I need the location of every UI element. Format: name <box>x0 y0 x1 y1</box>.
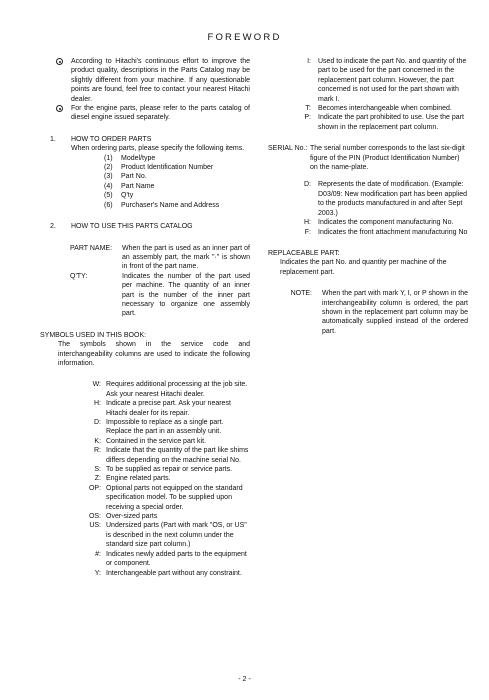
list-item: Y: Interchangeable part without any constraint. <box>94 569 242 577</box>
symbols-intro: The symbols shown in the service code and interchangeability columns are used to indicate the following information. <box>58 341 250 367</box>
bullet-text: For the engine parts, please refer to the parts catalog of diesel engine issued separately. <box>71 105 250 122</box>
section-number: 2. <box>50 223 56 231</box>
note-key: NOTE: <box>290 290 312 298</box>
list-item: #: Indicates newly added parts to the equipment or component. <box>95 550 247 568</box>
list-item: W: Requires additional processing at the job site. Ask your nearest Hitachi dealer. <box>92 381 248 398</box>
symbols-top-list <box>268 57 468 132</box>
definition-part-name <box>70 244 250 272</box>
definition-value: The serial number corresponds to the last six-digit figure of the PIN (Product Identification Number) on the name-plate. <box>310 145 465 172</box>
page-title: FOREWORD <box>207 32 282 43</box>
list-item: Z: Engine related parts. <box>94 475 171 483</box>
list-item: F: Indicates the front attachment manufacturing No <box>304 228 468 236</box>
replaceable-heading: REPLACEABLE PART: <box>268 249 340 257</box>
section-how-to-use <box>50 222 250 231</box>
bullet-text: According to Hitachi's continuous effort to improve the product quality, descriptions in the Parts Catalog may be slightly different from your machine. If any questionable points are found, feel free to contact your nearest Hitachi dealer. <box>71 58 250 103</box>
replaceable-text: Indicates the part No. and quantity per machine of the replacement part. <box>280 259 447 276</box>
section-heading: HOW TO ORDER PARTS <box>71 135 152 143</box>
definition-key: PART NAME: <box>70 244 113 252</box>
serial-symbols-list <box>268 180 468 236</box>
section-how-to-order <box>50 135 250 210</box>
definition-key: Q'TY: <box>70 272 88 280</box>
list-item: (2) Product Identification Number <box>104 164 214 172</box>
section-heading: HOW TO USE THIS PARTS CATALOG <box>71 223 193 231</box>
list-item: R: Indicate that the quantity of the part like shims differs depending on the machine serial No. <box>94 447 249 464</box>
bullet-circle-icon <box>56 58 63 65</box>
foreword-bullet <box>50 104 250 123</box>
list-item: H: Indicate a precise part. Ask your nearest Hitachi dealer for its repair. <box>94 400 231 417</box>
bullet-circle-icon <box>56 105 63 112</box>
list-item: P: Indicate the part prohibited to use. Use the part shown in the replacement part column. <box>304 114 464 131</box>
symbols-list <box>50 380 250 578</box>
list-item: US: Undersized parts (Part with mark "OS, or US" is described in the next column under the standard size part column.) <box>89 522 247 549</box>
list-item: (5) Q'ty <box>104 192 134 200</box>
list-item: (6) Purchaser's Name and Address <box>104 201 220 209</box>
list-item: (1) Model/type <box>104 154 156 162</box>
section-intro: When ordering parts, please specify the following items. <box>71 145 245 153</box>
order-items-list <box>71 154 250 210</box>
section-number: 1. <box>50 135 56 143</box>
symbols-heading: SYMBOLS USED IN THIS BOOK: <box>40 331 147 339</box>
list-item: D: Represents the date of modification. (Example: D03/09: New modification part has been applied to the products manufactured in and after Sept 2003.) <box>304 181 468 217</box>
list-item: (3) Part No. <box>104 173 147 181</box>
note-block <box>268 289 468 336</box>
list-item: I: Used to indicate the part No. and quantity of the part to be used for the part concerned in the replacement part column. However, the part concerned is not used for the part shown with mark I. <box>307 58 467 103</box>
list-item: OS: Over-sized parts <box>88 513 158 521</box>
left-column <box>40 57 250 578</box>
list-item: K: Contained in the service part kit. <box>94 437 206 445</box>
definition-key: SERIAL No.: <box>268 145 308 153</box>
definition-value: Indicates the number of the part used per machine. The quantity of an inner part is the number of the inner part necessary to organize one assembly part. <box>122 272 250 318</box>
list-item: T: Becomes interchangeable when combined. <box>305 105 452 113</box>
note-text: When the part with mark Y, I, or P shown in the interchangeability column is ordered, the part shown in the replacement part column may be automatically supplied instead of the ordered part. <box>322 290 468 335</box>
list-item: D: Impossible to replace as a single part. Replace the part in an assembly unit. <box>94 419 224 436</box>
right-column <box>268 57 468 336</box>
list-item: H: Indicates the component manufacturing No. <box>304 219 454 227</box>
list-item: (4) Part Name <box>104 182 155 190</box>
definition-value: When the part is used as an inner part of an assembly part, the mark "·" is shown in front of the part name. <box>122 244 250 271</box>
list-item: S: To be supplied as repair or service parts. <box>94 466 233 474</box>
serial-number-definition <box>268 144 468 172</box>
page-number: - 2 - <box>238 676 251 683</box>
foreword-bullet <box>50 57 250 104</box>
list-item: OP: Optional parts not equipped on the standard specification model. To be supplied upon receiving a special order. <box>88 484 243 511</box>
definition-qty <box>70 272 250 319</box>
